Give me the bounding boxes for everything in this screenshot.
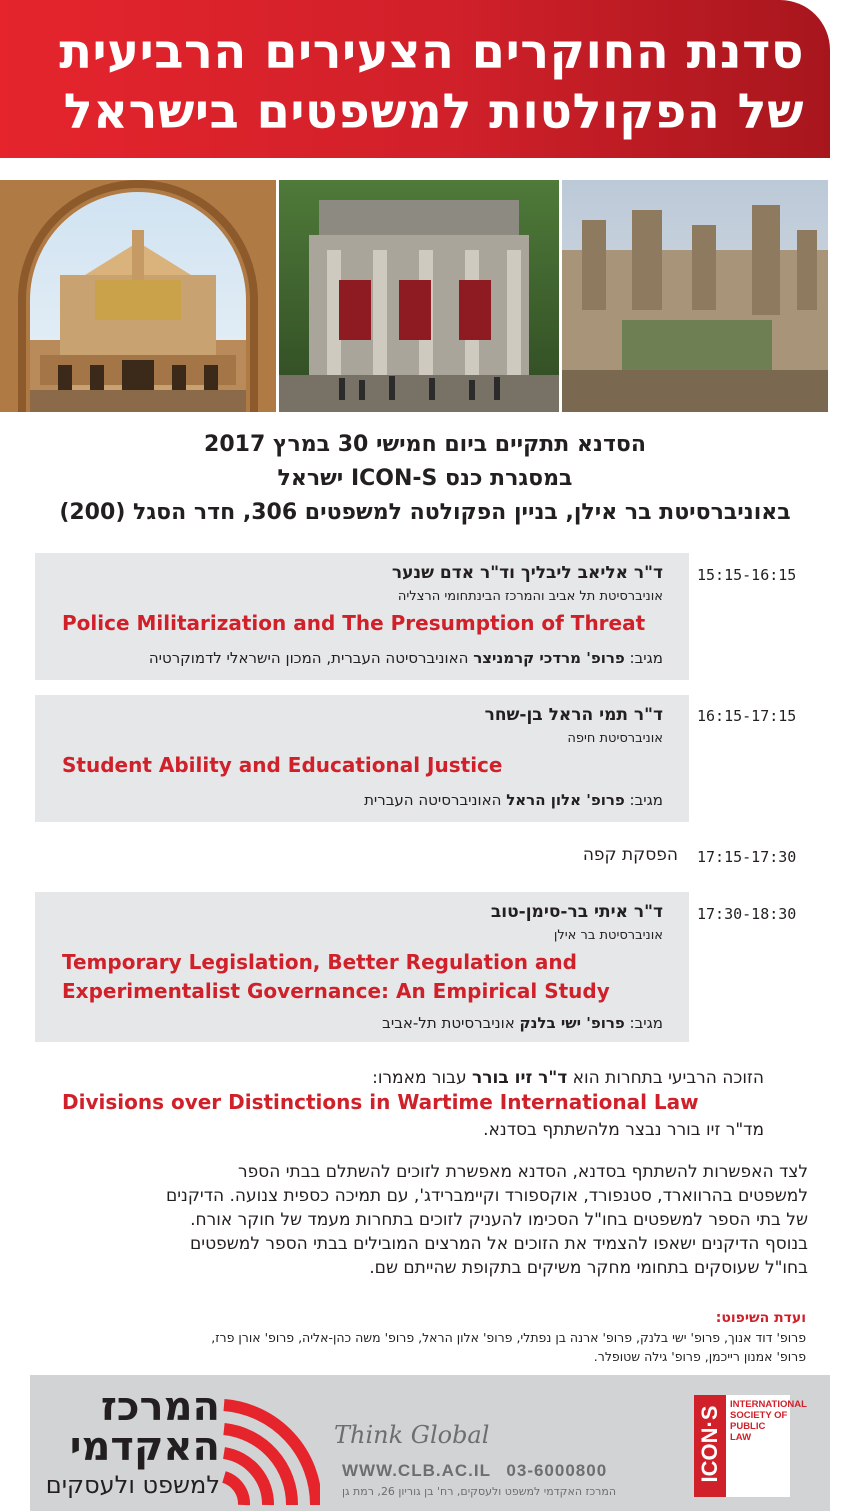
session-respondent <box>149 649 663 667</box>
description-line: למשפטים בהרווארד, סטנפורד, אוקספורד וקיימברידג', עם תמיכה כספית צנועה. הדיקנים <box>165 1186 808 1206</box>
session-respondent <box>364 791 663 809</box>
committee-members-line2: פרופ' אמנון רייכמן, פרופ' גילה שטופלר. <box>593 1349 806 1364</box>
respondent-affiliation: האוניברסיטה העברית, המכון הישראלי לדמוקרטיה <box>148 649 469 667</box>
phone-number: 03-6000800 <box>506 1461 608 1480</box>
tagline: Think Global <box>334 1421 490 1449</box>
description-line: בחו"ל שעוסקים בתחומי מחקר משיקים בתקופת שהייתם שם. <box>369 1258 808 1278</box>
clb-logo-line1: המרכז <box>100 1384 220 1430</box>
photo-strip <box>0 180 828 412</box>
winner-paper-title: Divisions over Distinctions in Wartime International Law <box>62 1090 699 1114</box>
respondent-label: מגיב: <box>629 649 663 667</box>
session-time: 16:15-17:15 <box>697 707 797 725</box>
respondent-name: פרופ' מרדכי קרמניצר <box>473 649 625 667</box>
committee-members-line1: פרופ' דוד אנוך, פרופ' ישי בלנק, פרופ' ארנה בן נפתלי, פרופ' אלון הראל, פרופ' משה כהן-אליה, פרופ' אורן פרז, <box>211 1330 806 1345</box>
session-time: 17:30-18:30 <box>697 905 797 923</box>
session-speakers: ד"ר אליאב ליבליך וד"ר אדם שנער <box>391 563 663 583</box>
session-card <box>35 695 689 822</box>
session-title-line2: Experimentalist Governance: An Empirical Study <box>62 979 610 1003</box>
stanford-church-photo <box>0 180 276 412</box>
program-description <box>38 1160 808 1280</box>
clb-arcs-icon <box>220 1395 320 1511</box>
winner-prefix: הזוכה הרביעי בתחרות הוא <box>572 1068 764 1088</box>
session-card <box>35 892 689 1042</box>
session-speakers: ד"ר איתי בר-סימן-טוב <box>490 902 663 922</box>
address: המרכז האקדמי למשפט ולעסקים, רח' בן גוריון 26, רמת גן <box>342 1485 617 1498</box>
committee-heading: ועדת השיפוט: <box>715 1310 806 1326</box>
winner-announcement <box>372 1068 764 1088</box>
clb-logo-line3: למשפט ולעסקים <box>45 1471 220 1499</box>
respondent-label: מגיב: <box>629 791 663 809</box>
session-card <box>35 553 689 680</box>
icons-line: LAW <box>730 1432 752 1443</box>
contact-line <box>342 1461 607 1481</box>
session-title: Police Militarization and The Presumption of Threat <box>62 611 646 635</box>
header-title-line1: סדנת החוקרים הצעירים הרביעית <box>59 24 804 80</box>
winner-suffix: עבור מאמרו: <box>372 1068 467 1088</box>
respondent-label: מגיב: <box>629 1014 663 1032</box>
icons-logo-mark: ICON·S <box>697 1405 722 1483</box>
footer-bar <box>30 1375 830 1511</box>
event-conference: במסגרת כנס ICON-S ישראל <box>277 466 573 491</box>
website-link[interactable]: WWW.CLB.AC.IL <box>342 1461 491 1480</box>
description-line: בנוסף הדיקנים ישאפו להצמיד את הזוכים אל המרצים המובילים בבתי הספר למשפטים <box>190 1234 808 1254</box>
icons-logo <box>694 1395 807 1497</box>
harvard-library-photo <box>279 180 559 412</box>
respondent-name: פרופ' ישי בלנק <box>519 1014 625 1032</box>
session-respondent <box>382 1014 663 1032</box>
winner-name: ד"ר זיו בורר <box>472 1068 568 1088</box>
description-line: של בתי הספר למשפטים בחו"ל הסכימו להעניק לזוכים בתחרות מעמד של חוקר אורח. <box>190 1210 808 1230</box>
icons-line: INTERNATIONAL <box>730 1399 807 1410</box>
session-affiliation: אוניברסיטת חיפה <box>567 731 663 746</box>
description-line: לצד האפשרות להשתתף בסדנא, הסדנא מאפשרת לזוכים להשתלם בבתי הספר <box>237 1162 808 1182</box>
winner-absence-note: מד"ר זיו בורר נבצר מלהשתתף בסדנא. <box>483 1120 764 1140</box>
break-time: 17:15-17:30 <box>697 848 797 866</box>
coffee-break-label: הפסקת קפה <box>582 845 678 865</box>
icons-line: PUBLIC <box>730 1421 766 1432</box>
event-location: באוניברסיטת בר אילן, בניין הפקולטה למשפטים 306, חדר הסגל (200) <box>59 500 791 525</box>
event-date: הסדנא תתקיים ביום חמישי 30 במרץ 2017 <box>204 432 646 457</box>
clb-logo-line2: האקדמי <box>69 1424 220 1470</box>
oxford-college-photo <box>562 180 828 412</box>
icons-logo-text <box>730 1399 807 1443</box>
session-speakers: ד"ר תמי הראל בן-שחר <box>484 705 663 725</box>
event-info <box>0 428 850 530</box>
session-affiliation: אוניברסיטת בר אילן <box>553 928 663 943</box>
respondent-affiliation: אוניברסיטת תל-אביב <box>382 1014 515 1032</box>
respondent-affiliation: האוניברסיטה העברית <box>364 791 502 809</box>
icons-line: SOCIETY OF <box>730 1410 788 1421</box>
header-title-line2: של הפקולטות למשפטים בישראל <box>63 84 804 140</box>
session-affiliation: אוניברסיטת תל אביב והמרכז הבינתחומי הרצליה <box>397 589 663 604</box>
header-banner <box>0 0 830 158</box>
session-time: 15:15-16:15 <box>697 566 797 584</box>
respondent-name: פרופ' אלון הראל <box>506 791 625 809</box>
session-title-line1: Temporary Legislation, Better Regulation and <box>62 950 577 974</box>
session-title: Student Ability and Educational Justice <box>62 753 503 777</box>
